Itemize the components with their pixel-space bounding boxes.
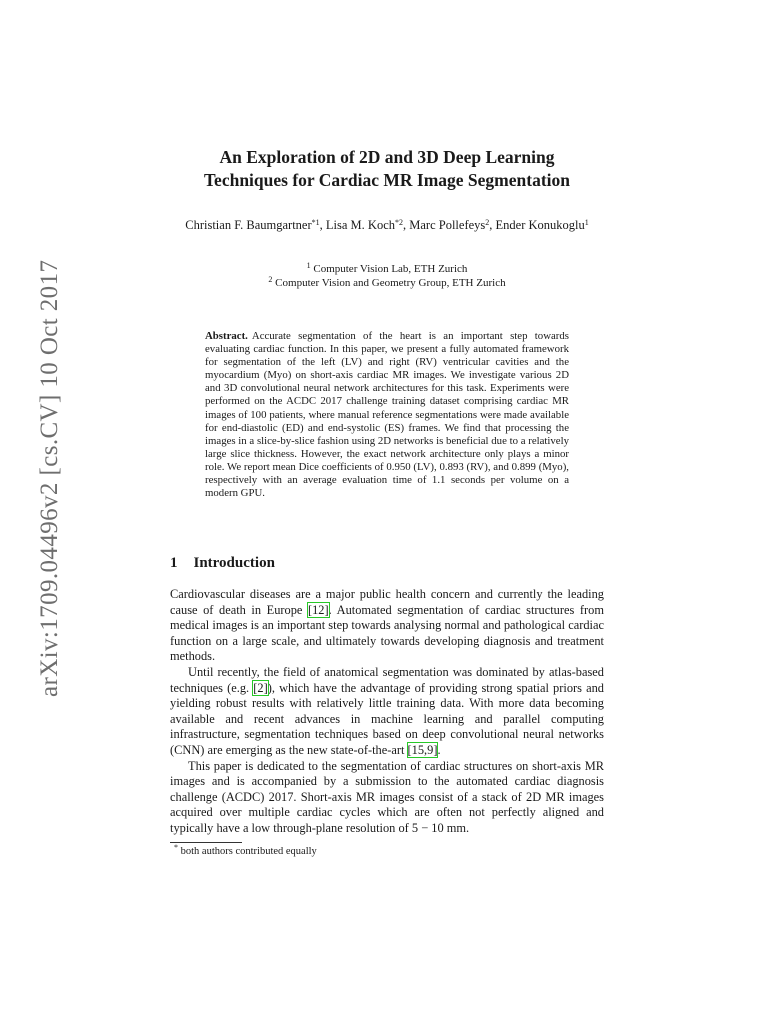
paragraph-text: ), which have the advantage of providing strong spatial priors and yielding robust results with relatively little training data. With more data becoming available and recent advances in machine learning and parallel computing infrastructure, segmentation techniques based on deep convolutional neural networks (CNN) are emerging as the new state-of-the-art xyxy=(170,680,604,757)
affiliation-text: Computer Vision Lab, ETH Zurich xyxy=(313,263,468,275)
footnote-text: both authors contributed equally xyxy=(180,846,317,857)
affiliation-text: Computer Vision and Geometry Group, ETH Zurich xyxy=(275,277,506,289)
affiliation-number: 2 xyxy=(268,275,273,284)
affiliation-item xyxy=(170,262,604,276)
footnote-mark: * xyxy=(174,843,178,852)
footnote-divider xyxy=(170,842,242,843)
author-name: Christian F. Baumgartner xyxy=(185,218,312,232)
title-line-1: An Exploration of 2D and 3D Deep Learning xyxy=(219,147,555,167)
author-separator: , xyxy=(319,218,326,232)
paper-title xyxy=(170,146,604,192)
citation-link[interactable]: [15,9] xyxy=(407,742,438,757)
author-separator: , xyxy=(489,218,496,232)
paragraph-text: Cardiovascular diseases are a major public health concern and currently the leading cause of death in Europe xyxy=(170,587,604,617)
citation-link[interactable]: [12] xyxy=(307,602,329,617)
affiliation-item xyxy=(170,276,604,290)
paragraph-1 xyxy=(170,587,604,665)
section-heading xyxy=(170,555,275,572)
author-name: Ender Konukoglu xyxy=(495,218,585,232)
footnote xyxy=(174,843,317,857)
paragraph-text: Until recently, the field of anatomical segmentation was dominated by atlas-based techniques (e.g. xyxy=(170,664,604,695)
author-name: Marc Pollefeys xyxy=(409,218,486,232)
abstract-label: Abstract. xyxy=(205,330,248,342)
author-name: Lisa M. Koch xyxy=(325,218,395,232)
citation-link[interactable]: [2] xyxy=(253,680,268,695)
paragraph-2 xyxy=(170,665,604,759)
affiliation-list xyxy=(170,262,604,290)
paragraph-text: . Automated segmentation of cardiac structures from medical images is an important step towards analysing normal and pathological cardiac function on a large scale, and ultimately towards developing diagnosis and treatment methods. xyxy=(170,602,604,664)
section-title: Introduction xyxy=(193,555,275,571)
introduction-body xyxy=(170,587,604,837)
author-affiliation-mark: 1 xyxy=(584,218,589,227)
author-affiliation-mark: *1 xyxy=(311,218,320,227)
author-affiliation-mark: *2 xyxy=(395,218,403,227)
section-number: 1 xyxy=(170,555,178,571)
paragraph-3: This paper is dedicated to the segmentation of cardiac structures on short-axis MR images and is accompanied by a submission to the automated cardiac diagnosis challenge (ACDC) 2017. Short-axis MR images consist of a stack of 2D MR images acquired over multiple cardiac cycles which are often not perfectly aligned and typically have a low through-plane resolution of 5 − 10 mm. xyxy=(170,758,604,835)
abstract xyxy=(205,330,569,500)
abstract-text: Accurate segmentation of the heart is an important step towards evaluating cardiac function. In this paper, we present a fully automated framework for segmentation of the left (LV) and right (RV) ventricular cavities and the myocardium (Myo) on short-axis cardiac MR images. We investigate various 2D and 3D convolutional neural network architectures for this task. Experiments were performed on the ACDC 2017 challenge training dataset comprising cardiac MR images of 100 patients, where manual reference segmentations were made available for end-diastolic (ED) and end-systolic (ES) frames. We find that processing the images in a slice-by-slice fashion using 2D networks is beneficial due to a relatively large slice thickness. However, the exact network architecture only plays a minor role. We report mean Dice coefficients of 0.950 (LV), 0.893 (RV), and 0.899 (Myo), respectively with an average evaluation time of 1.1 seconds per volume on a modern GPU. xyxy=(205,330,569,500)
arxiv-side-stamp: arXiv:1709.04496v2 [cs.CV] 10 Oct 2017 xyxy=(36,259,63,697)
author-separator: , xyxy=(403,218,410,232)
title-line-2: Techniques for Cardiac MR Image Segmentation xyxy=(203,170,571,190)
paragraph-text: . xyxy=(437,742,441,757)
affiliation-number: 1 xyxy=(306,261,311,270)
author-affiliation-mark: 2 xyxy=(485,218,490,227)
author-list xyxy=(170,218,604,233)
